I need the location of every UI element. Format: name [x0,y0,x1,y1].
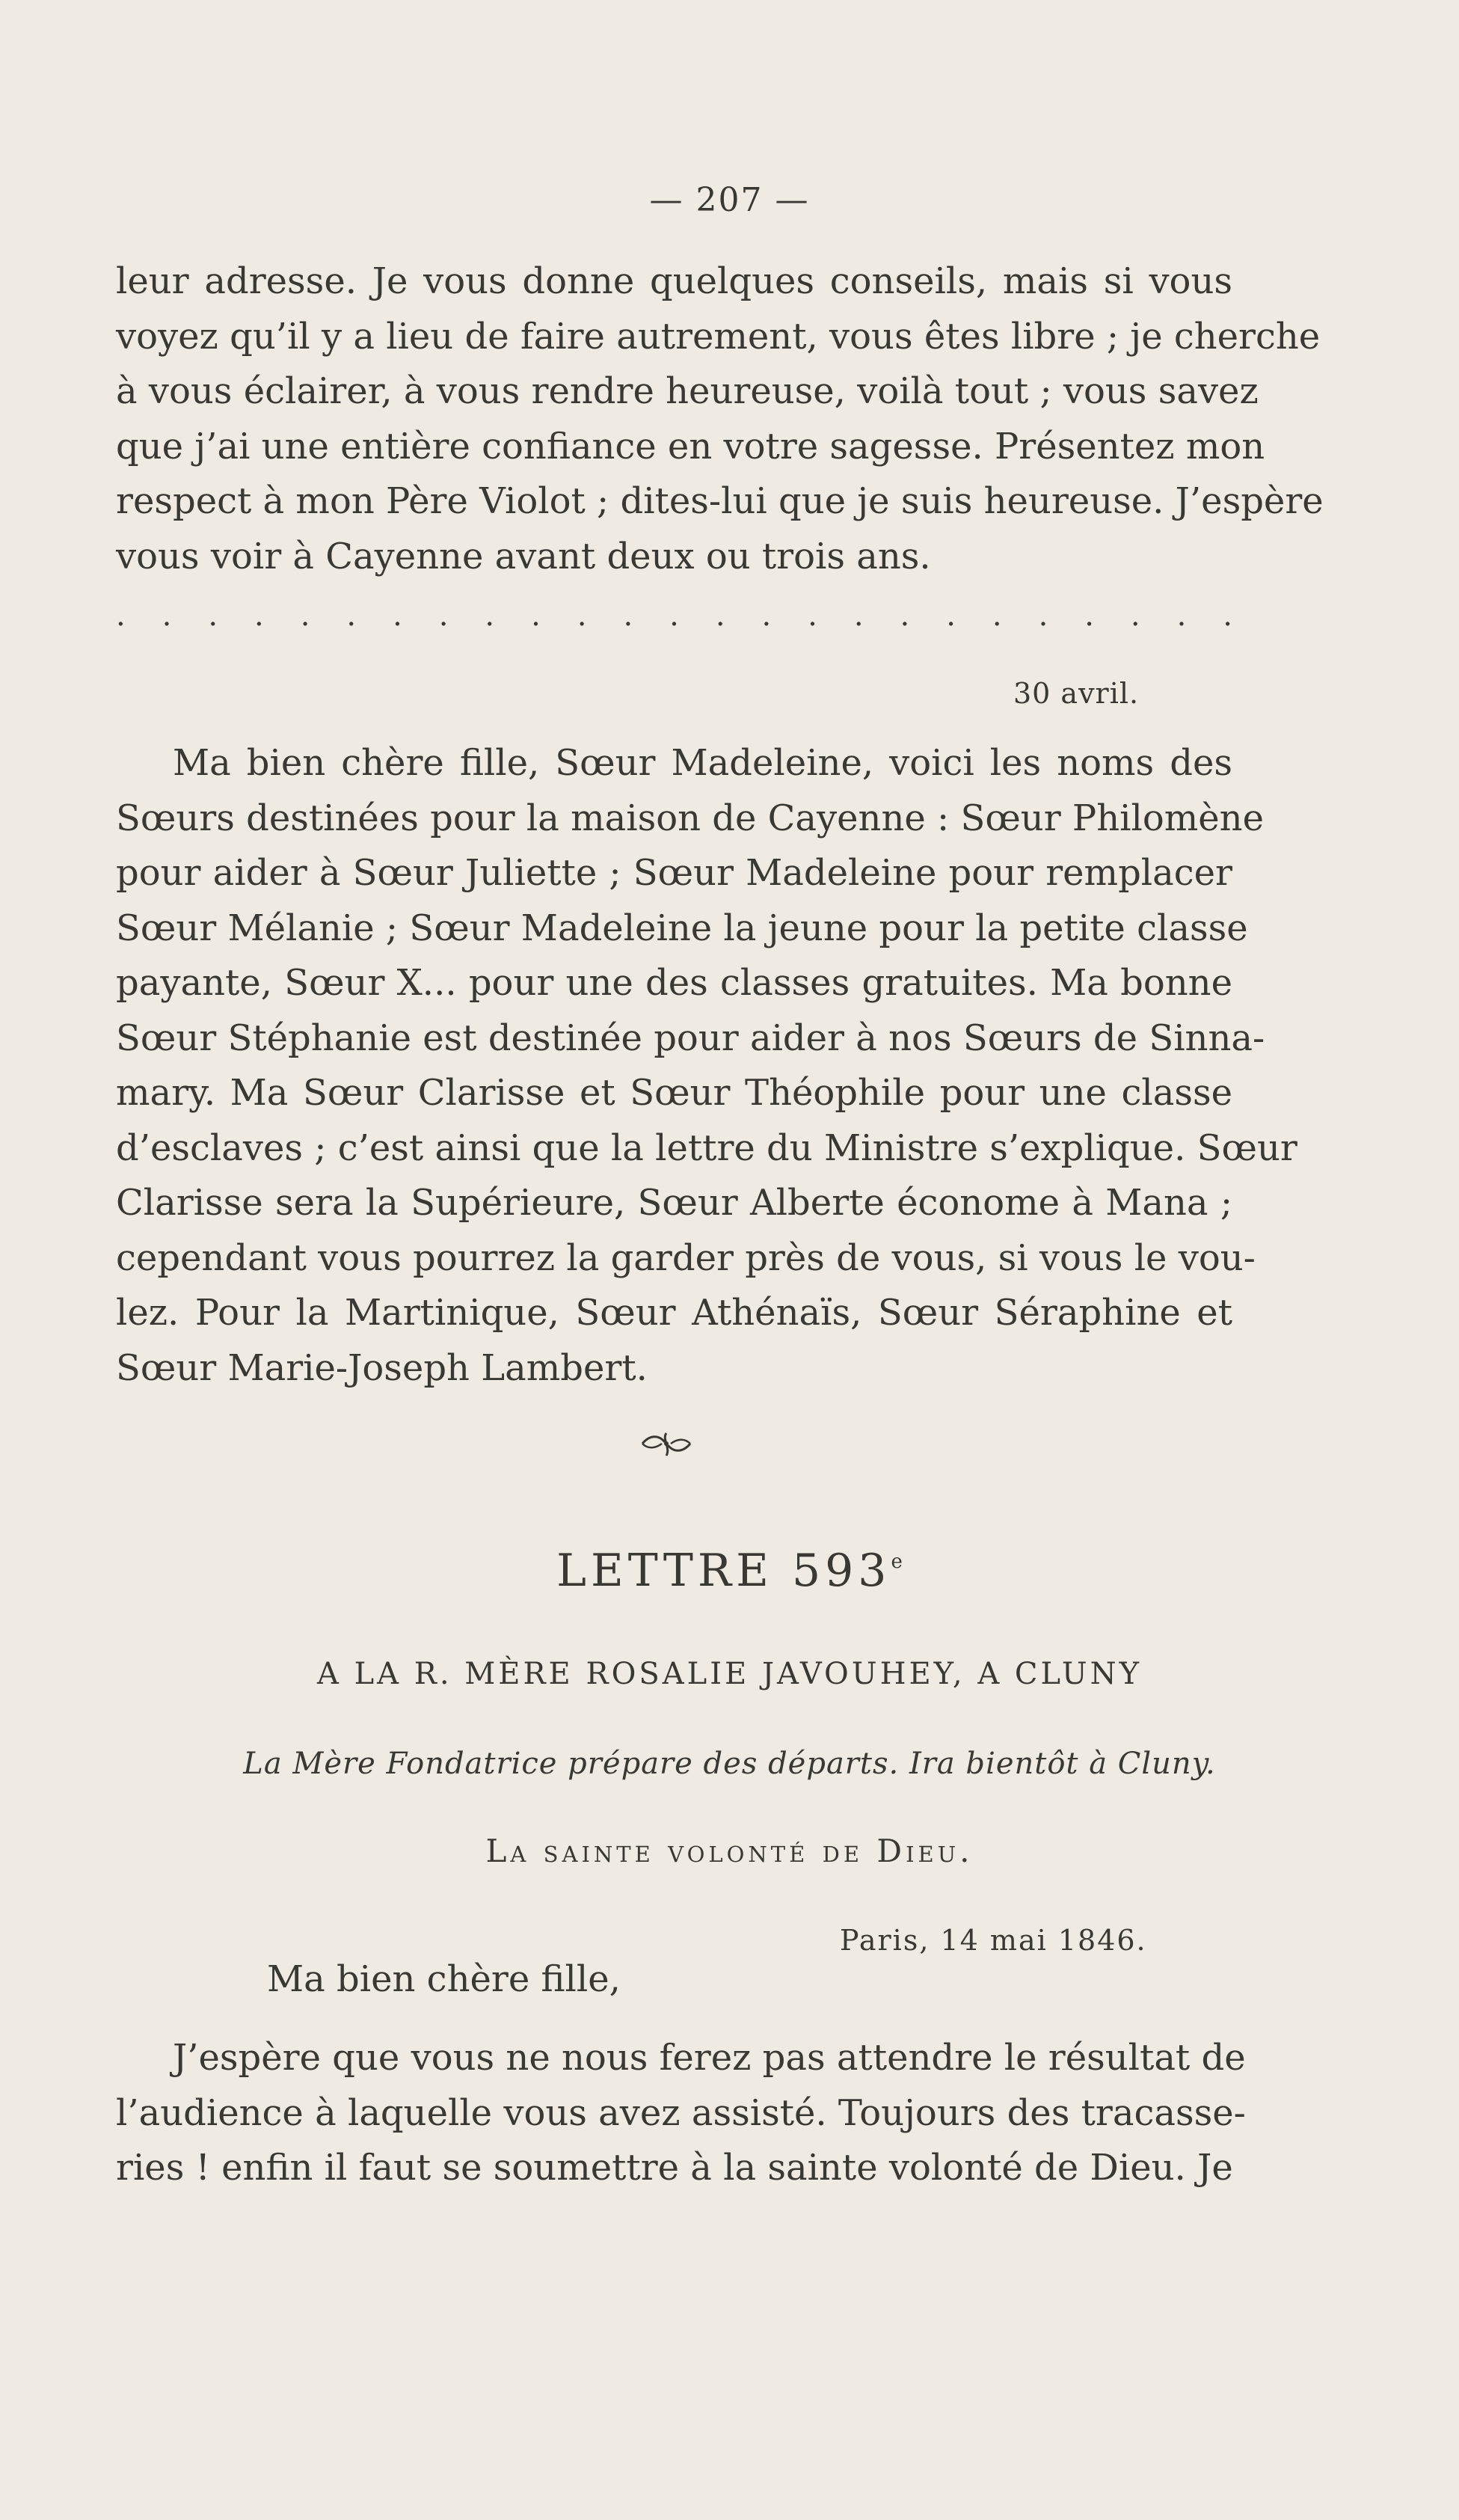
text-line: lez. Pour la Martinique, Sœur Athénaïs, Sœur Séraphine et [116,1292,1232,1334]
text-line: pour aider à Sœur Juliette ; Sœur Madeleine pour remplacer [116,852,1232,894]
text-line: cependant vous pourrez la garder près de vous, si vous le vou- [116,1236,1256,1279]
text-line: Clarisse sera la Supérieure, Sœur Alberte économe à Mana ; [116,1182,1232,1224]
text-line: Sœur Marie-Joseph Lambert. [116,1346,648,1389]
text-line: ries ! enfin il faut se soumettre à la sainte volonté de Dieu. Je [116,2147,1233,2189]
ellipsis-row: . . . . . . . . . . . . . . . . . . . . . . . . . [116,598,1232,633]
text-line: vous voir à Cayenne avant deux ou trois ans. [116,535,931,577]
letter-recipient: A LA R. MÈRE ROSALIE JAVOUHEY, A CLUNY [316,1657,1143,1691]
date-april: 30 avril. [1013,677,1140,710]
text-line: voyez qu’il y a lieu de faire autrement, vous êtes libre ; je cherche [116,315,1321,358]
letter-title-text: LETTRE 593 [556,1545,891,1597]
text-line: que j’ai une entière confiance en votre sagesse. Présentez mon [116,425,1265,467]
text-line: respect à mon Père Violot ; dites-lui que je suis heureuse. J’espère [116,480,1324,522]
paragraph-letter-body [116,2031,1246,2196]
letter-title-suffix: e [891,1551,903,1573]
letter-summary: La Mère Fondatrice prépare des départs. Ira bientôt à Cluny. [243,1747,1216,1781]
text-line: d’esclaves ; c’est ainsi que la lettre du Ministre s’explique. Sœur [116,1126,1297,1169]
page-number: — 207 — [649,181,810,219]
text-line: Ma bien chère fille, Sœur Madeleine, voici les noms des [173,742,1232,784]
letter-salutation: Ma bien chère fille, [267,1958,621,2000]
text-line: Sœurs destinées pour la maison de Cayenne : Sœur Philomène [116,797,1264,839]
text-line: mary. Ma Sœur Clarisse et Sœur Théophile pour une classe [116,1072,1232,1114]
fleuron-ornament-icon [639,1429,693,1459]
text-line: à vous éclairer, à vous rendre heureuse, voilà tout ; vous savez [116,370,1259,412]
paragraph-sisters-list [116,736,1297,1396]
text-line: Sœur Mélanie ; Sœur Madeleine la jeune pour la petite classe [116,907,1248,949]
letter-title [0,1545,1459,1597]
letter-date: Paris, 14 mai 1846. [840,1924,1147,1957]
letter-motto: La sainte volonté de Dieu. [485,1833,974,1869]
text-line: Sœur Stéphanie est destinée pour aider à nos Sœurs de Sinna- [116,1017,1265,1059]
paragraph-continuation [116,254,1324,584]
text-line: l’audience à laquelle vous avez assisté. Toujours des tracasse- [116,2091,1246,2134]
text-line: leur adresse. Je vous donne quelques conseils, mais si vous [116,260,1232,302]
text-line: payante, Sœur X... pour une des classes gratuites. Ma bonne [116,962,1232,1004]
text-line: J’espère que vous ne nous ferez pas attendre le résultat de [173,2037,1246,2079]
